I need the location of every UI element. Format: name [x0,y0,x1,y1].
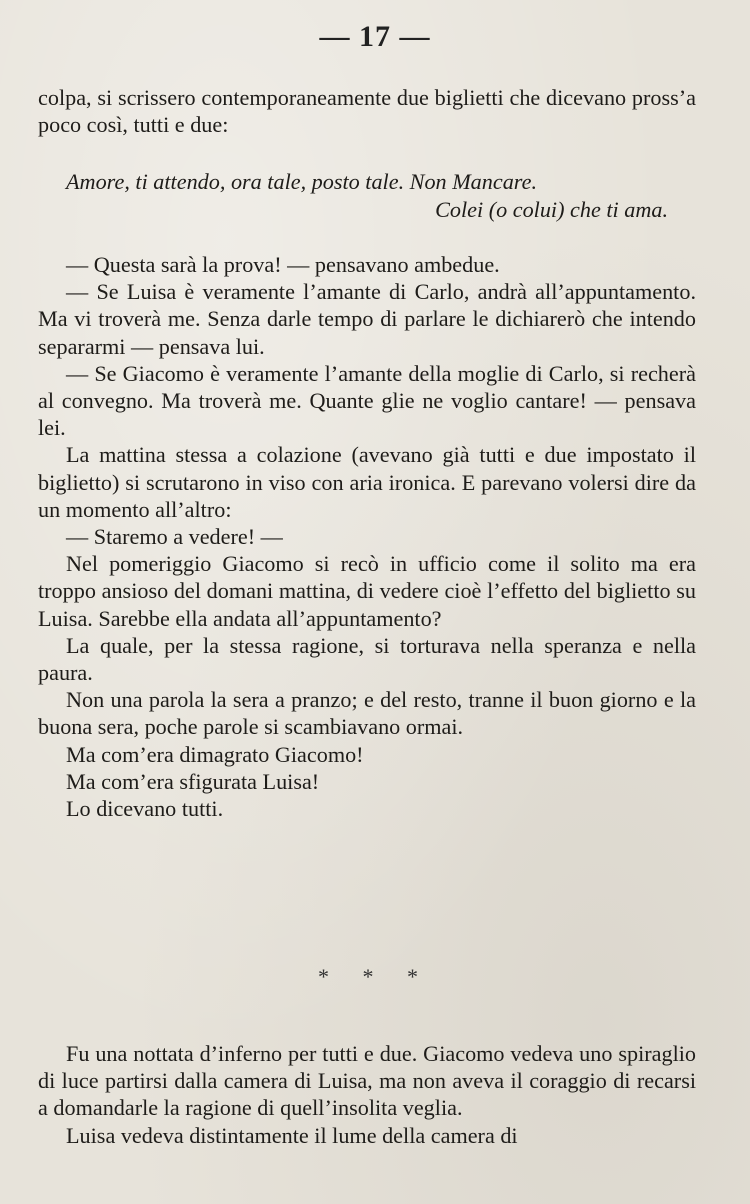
letter-line: Amore, ti attendo, ora tale, posto tale. Non Mancare. [66,169,538,194]
paragraph: Nel pomeriggio Giacomo si recò in ufficio come il solito ma era troppo ansioso del domani mattina, di vedere cioè l’effetto del biglietto su Luisa. Sarebbe ella andata all’appuntamento? [38,551,696,631]
page-number: — 17 — [319,20,431,53]
paragraph: — Staremo a vedere! — [66,524,283,550]
paragraph: La quale, per la stessa ragione, si torturava nella speranza e nella paura. [38,632,696,686]
paragraph: colpa, si scrissero contemporaneamente due biglietti che dicevano pross’a poco così, tutti e due: [38,85,696,138]
paragraph: — Se Giacomo è veramente l’amante della moglie di Carlo, si recherà al convegno. Ma troverà me. Quante glie ne voglio cantare! — pensava lei. [38,360,696,441]
text-block-main [38,251,696,822]
paragraph: Non una parola la sera a pranzo; e del resto, tranne il buon giorno e la buona sera, poche parole si scambiavano ormai. [38,687,696,740]
paragraph: Luisa vedeva distintamente il lume della camera di [66,1122,518,1148]
text-block-opening [38,84,696,138]
text-block-closing [38,1040,696,1149]
paragraph: — Questa sarà la prova! — pensavano ambedue. [66,252,500,277]
paragraph: Ma com’era dimagrato Giacomo! [66,741,364,767]
paragraph: Lo dicevano tutti. [66,796,224,822]
letter-note [38,168,696,223]
paragraph: La mattina stessa a colazione (avevano già tutti e due impostato il biglietto) si scrutarono in viso con aria ironica. E parevano volersi dire da un momento all’altro: [38,442,696,522]
paragraph: — Se Luisa è veramente l’amante di Carlo, andrà all’appuntamento. Ma vi troverà me. Senza darle tempo di parlare le dichiarerò che intendo separarmi — pensava lui. [38,279,696,359]
section-separator: * * * [318,964,432,989]
letter-signature: Colei (o colui) che ti ama. [435,196,668,222]
paragraph: Fu una nottata d’inferno per tutti e due. Giacomo vedeva uno spiraglio di luce partirsi dalla camera di Luisa, ma non aveva il coraggio di recarsi a domandarle la ragione di quell’insolita veglia. [38,1041,696,1121]
paragraph: Ma com’era sfigurata Luisa! [66,768,320,794]
